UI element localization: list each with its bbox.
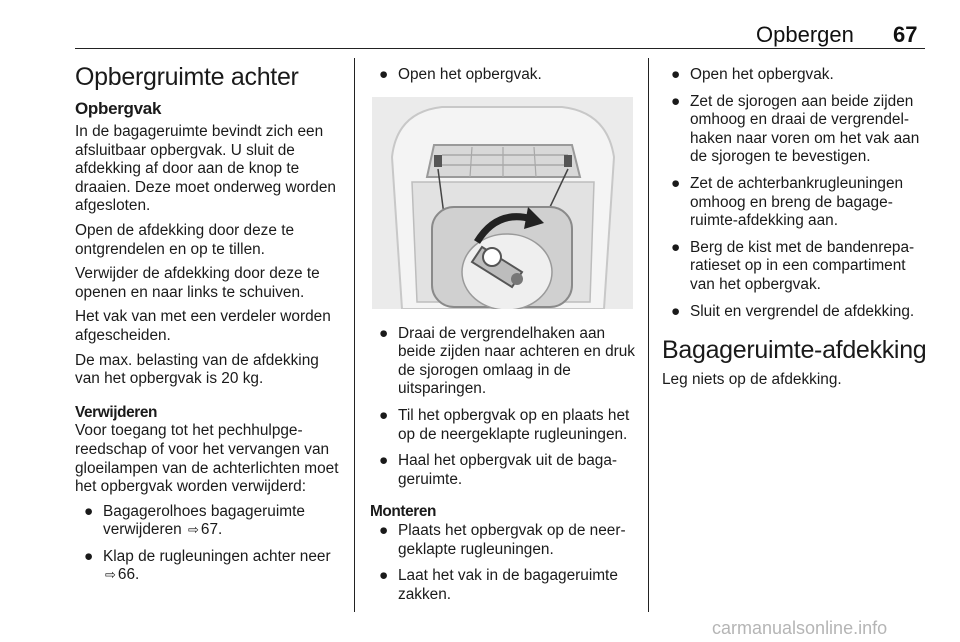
list-item-text: Plaats het opbergvak op de neergeklapte rugleuningen. xyxy=(398,521,626,558)
chapter-title: Opbergen xyxy=(756,22,854,47)
bullet-list xyxy=(662,66,927,321)
trunk-storage-icon xyxy=(372,97,633,309)
list-item xyxy=(662,239,927,295)
list-item xyxy=(75,548,345,585)
column-divider-1 xyxy=(354,58,355,612)
subsection-title: Opbergvak xyxy=(75,99,162,118)
page-reference[interactable]: 66. xyxy=(117,566,140,584)
bullet-icon: ● xyxy=(84,502,94,520)
page-reference[interactable]: 67. xyxy=(200,521,223,539)
list-item-text: Sluit en vergrendel de afdekking. xyxy=(690,302,915,320)
paragraph: In de bagageruimte bevindt zich een afsluitbaar opbergvak. U sluit de afdekking af door aan de knop te draaien. Deze moet onderweg worden afgesloten. xyxy=(75,123,336,215)
paragraph: Open de afdekking door deze te ontgrendelen en op te tillen. xyxy=(75,221,295,258)
list-item-text: Open het opbergvak. xyxy=(690,66,834,83)
verwijderen-heading: Verwijderen xyxy=(75,403,157,421)
page-number: 67 xyxy=(893,22,918,47)
list-item-text: Open het opbergvak. xyxy=(398,66,542,83)
list-item-text: Zet de achterbankrugleuningen omhoog en breng de bagageruimte-afdekking aan. xyxy=(690,174,904,230)
list-item-text: Klap de rugleuningen achter neer xyxy=(103,547,331,565)
list-item xyxy=(370,66,635,85)
list-item xyxy=(75,503,345,540)
list-item-text: Laat het vak in de bagageruimte zakken. xyxy=(398,567,618,603)
bullet-list xyxy=(370,66,635,85)
bullet-icon: ● xyxy=(671,238,681,256)
list-item-text: Bagagerolhoes bagageruimte verwijderen xyxy=(103,502,305,539)
bullet-list xyxy=(75,503,345,585)
column-3 xyxy=(662,56,927,396)
paragraph: De max. belasting van de afdekking van het opbergvak is 20 kg. xyxy=(75,351,319,388)
paragraph: Voor toegang tot het pechhulpgereedschap of voor het vervangen van gloeilampen van de achterlichten moet het opbergvak worden verwijderd: xyxy=(75,422,339,496)
paragraph: Het vak van met een verdeler worden afgescheiden. xyxy=(75,308,331,344)
list-item xyxy=(662,93,927,167)
list-item xyxy=(662,66,927,85)
page-reference-icon[interactable]: ⇨ xyxy=(187,522,199,538)
bullet-icon: ● xyxy=(84,547,94,565)
section-title: Opbergruimte achter xyxy=(75,63,299,91)
bullet-icon: ● xyxy=(379,521,389,539)
page-header xyxy=(75,0,925,50)
header-divider xyxy=(75,48,925,49)
bullet-icon: ● xyxy=(379,324,389,342)
list-item xyxy=(370,522,635,559)
list-item-text: Berg de kist met de bandenreparatieset op in een compartiment van het opbergvak. xyxy=(690,238,915,293)
bullet-icon: ● xyxy=(379,567,389,585)
bullet-icon: ● xyxy=(379,66,389,83)
storage-compartment-illustration xyxy=(372,97,633,309)
column-divider-2 xyxy=(648,58,649,612)
monteren-heading: Monteren xyxy=(370,503,437,521)
bullet-list xyxy=(370,325,635,490)
list-item-text: Zet de sjorogen aan beide zijden omhoog en draai de vergrendelhaken naar voren om het vak aan de sjorogen te bevestigen. xyxy=(690,92,920,166)
list-item-text: Draai de vergrendelhaken aan beide zijden naar achteren en druk de sjorogen omlaag in de uitsparingen. xyxy=(398,324,636,398)
list-item xyxy=(662,175,927,231)
column-1 xyxy=(75,56,345,593)
list-item xyxy=(370,567,635,604)
bullet-icon: ● xyxy=(379,452,389,470)
bullet-icon: ● xyxy=(671,302,681,320)
bullet-icon: ● xyxy=(671,174,681,192)
list-item xyxy=(370,407,635,444)
bullet-list xyxy=(370,522,635,604)
list-item-text: Til het opbergvak op en plaats het op de neergeklapte rugleuningen. xyxy=(398,406,630,443)
bullet-icon: ● xyxy=(671,66,681,83)
page-reference-icon[interactable]: ⇨ xyxy=(105,567,116,583)
paragraph: Leg niets op de afdekking. xyxy=(662,371,842,389)
list-item xyxy=(370,452,635,489)
column-2 xyxy=(370,56,635,612)
list-item xyxy=(370,325,635,399)
list-item-text: Haal het opbergvak uit de bagageruimte. xyxy=(398,452,618,488)
paragraph: Verwijder de afdekking door deze te openen en naar links te schuiven. xyxy=(75,265,320,301)
watermark: carmanualsonline.info xyxy=(712,618,888,638)
bullet-icon: ● xyxy=(671,92,681,110)
section-title: Bagageruimte-afdekking xyxy=(662,336,927,365)
list-item xyxy=(662,303,927,322)
bullet-icon: ● xyxy=(379,406,389,424)
